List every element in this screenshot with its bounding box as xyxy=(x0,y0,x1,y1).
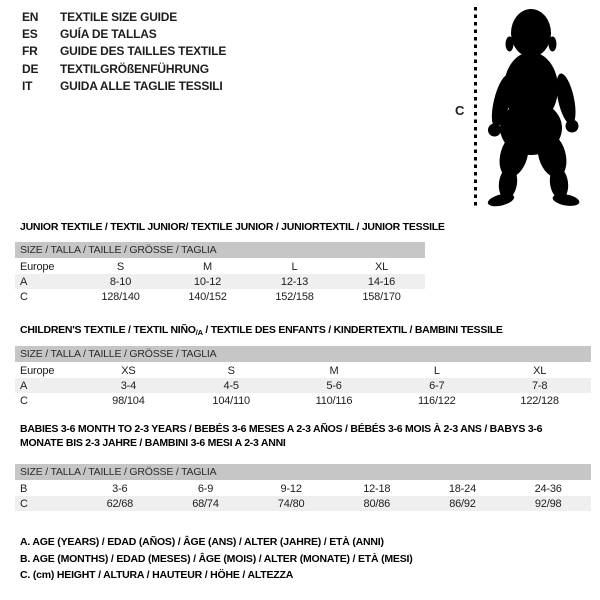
cell: 104/110 xyxy=(212,394,250,407)
row-label: C xyxy=(20,290,28,303)
size-header-bar: SIZE / TALLA / TAILLE / GRÖSSE / TAGLIA xyxy=(15,346,591,362)
lang-code: DE xyxy=(22,61,39,76)
cell: 74/80 xyxy=(277,497,305,510)
cell: 116/122 xyxy=(418,394,456,407)
babies-size-table xyxy=(15,464,591,511)
cell: 14-16 xyxy=(367,275,396,288)
cell: 110/116 xyxy=(315,394,353,407)
title-text: BABIES 3-6 MONTH TO 2-3 YEARS / BEBÉS 3-6 MESES A 2-3 AÑOS / BÉBÉS 3-6 MOIS À 2-3 ANS / BABYS 3-6 MONATE BIS 2-3 JAHRE / BAMBINI 3-6 MESI A 2-3 ANNI xyxy=(20,423,543,449)
children-table-title xyxy=(20,324,503,340)
cell: 122/128 xyxy=(520,394,559,407)
cell: 98/104 xyxy=(112,394,145,407)
lang-row-en xyxy=(22,9,226,26)
table-row xyxy=(15,481,591,496)
title-sub: /A xyxy=(195,328,203,337)
cell: 80/86 xyxy=(363,497,391,510)
cell: 24-36 xyxy=(534,482,562,495)
row-label: C xyxy=(20,497,28,510)
table-row xyxy=(15,378,591,393)
cell: 6-7 xyxy=(429,379,445,392)
lang-code: ES xyxy=(22,27,38,42)
table-row xyxy=(15,289,425,304)
junior-size-table xyxy=(15,242,425,304)
height-dashed-line xyxy=(474,7,477,208)
baby-silhouette xyxy=(481,6,597,207)
lang-title: GUÍA DE TALLAS xyxy=(60,27,157,42)
row-label: A xyxy=(20,379,28,392)
table-row xyxy=(15,274,425,289)
cell: M xyxy=(203,260,212,273)
cell: L xyxy=(291,260,298,273)
footnotes xyxy=(20,534,413,584)
row-label: C xyxy=(20,394,28,407)
cell: M xyxy=(329,364,339,377)
cell: 62/68 xyxy=(106,497,134,510)
cell: XL xyxy=(374,260,389,273)
lang-row-es xyxy=(22,26,226,43)
cell: 18-24 xyxy=(448,482,477,495)
babies-table-title xyxy=(20,423,575,452)
children-size-table xyxy=(15,346,591,408)
cell: 3-6 xyxy=(112,482,128,495)
cell: 12-18 xyxy=(363,482,391,495)
cell: 3-4 xyxy=(120,379,137,392)
junior-table xyxy=(15,259,425,304)
row-label: A xyxy=(20,275,28,288)
size-header-bar: SIZE / TALLA / TAILLE / GRÖSSE / TAGLIA xyxy=(15,464,591,480)
cell: 140/152 xyxy=(188,290,227,303)
title-text: JUNIOR TEXTILE / TEXTIL JUNIOR/ TEXTILE JUNIOR / JUNIORTEXTIL / JUNIOR TESSILE xyxy=(20,221,445,233)
babies-table xyxy=(15,481,591,511)
cell: 128/140 xyxy=(101,290,140,303)
lang-code: EN xyxy=(22,10,39,24)
cell: 152/158 xyxy=(275,290,314,303)
cell: 6-9 xyxy=(197,482,214,495)
cell: 12-13 xyxy=(280,275,309,288)
cell: S xyxy=(116,260,125,273)
lang-title: TEXTILE SIZE GUIDE xyxy=(60,10,178,24)
cell: 8-10 xyxy=(109,275,132,288)
cell: 10-12 xyxy=(193,275,222,288)
lang-title: TEXTILGRÖßENFÜHRUNG xyxy=(60,61,209,76)
junior-table-title xyxy=(20,221,445,237)
cell: 86/92 xyxy=(449,497,476,510)
cell: 68/74 xyxy=(192,497,219,510)
cell: 92/98 xyxy=(534,497,562,510)
row-label: B xyxy=(20,482,28,495)
size-header-bar: SIZE / TALLA / TAILLE / GRÖSSE / TAGLIA xyxy=(15,242,425,258)
title-text: / TEXTILE DES ENFANTS / KINDERTEXTIL / BAMBINI TESSILE xyxy=(202,324,503,336)
cell: XS xyxy=(121,364,136,377)
table-row xyxy=(15,259,425,274)
table-row xyxy=(15,393,591,408)
height-measure-label: C xyxy=(455,103,465,118)
cell: 4-5 xyxy=(223,379,239,392)
table-row xyxy=(15,496,591,511)
table-row xyxy=(15,363,591,378)
footnote-c: C. (cm) HEIGHT / ALTURA / HAUTEUR / HÖHE / ALTEZZA xyxy=(20,569,294,582)
row-label: Europe xyxy=(20,260,55,273)
cell: XL xyxy=(533,364,547,377)
cell: S xyxy=(227,364,235,377)
footnote-b: B. AGE (MONTHS) / EDAD (MESES) / ÂGE (MOIS) / ALTER (MONATE) / ETÀ (MESI) xyxy=(20,552,413,565)
footnote-a: A. AGE (YEARS) / EDAD (AÑOS) / ÂGE (ANS) / ALTER (JAHRE) / ETÀ (ANNI) xyxy=(20,536,384,548)
cell: 9-12 xyxy=(280,482,302,495)
lang-row-de xyxy=(22,61,226,78)
title-text: CHILDREN'S TEXTILE / TEXTIL NIÑO xyxy=(20,324,196,336)
lang-row-fr xyxy=(22,43,226,60)
lang-code: FR xyxy=(22,44,38,59)
lang-title: GUIDA ALLE TAGLIE TESSILI xyxy=(60,78,223,93)
children-table xyxy=(15,363,591,408)
language-title-list xyxy=(22,9,226,95)
cell: 158/170 xyxy=(362,290,401,303)
cell: L xyxy=(433,364,440,377)
lang-code: IT xyxy=(22,78,33,93)
lang-row-it xyxy=(22,78,226,95)
lang-title: GUIDE DES TAILLES TEXTILE xyxy=(60,44,227,59)
row-label: Europe xyxy=(20,364,55,377)
cell: 5-6 xyxy=(326,379,342,392)
cell: 7-8 xyxy=(531,379,548,392)
